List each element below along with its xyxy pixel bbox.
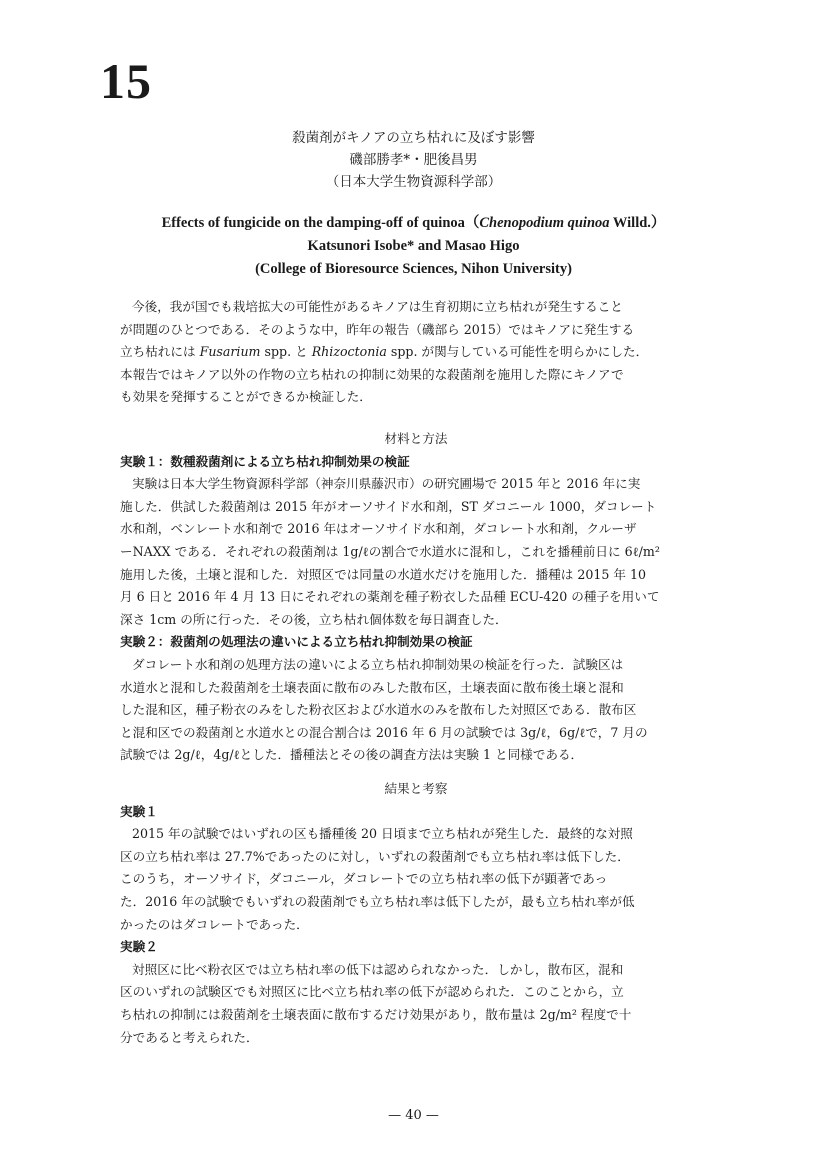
exp1-line: 施した．供試した殺菌剤は 2015 年がオーソサイド水和剤，ST ダコニール 1000，ダコレート [120, 498, 657, 514]
res1-line: このうち，オーソサイド，ダコニール，ダコレートでの立ち枯れ率の低下が顕著であっ [120, 871, 608, 887]
exp1-heading: 実験１：数種殺菌剤による立ち枯れ抑制効果の検証 [120, 453, 410, 469]
title-en: Effects of fungicide on the damping-off of quinoa（Chenopodium quinoa Willd.） [161, 215, 666, 231]
page-label: 15 [100, 53, 152, 109]
methods-title: 材料と方法 [384, 431, 448, 446]
authors-en: Katsunori Isobe* and Masao Higo [307, 238, 520, 254]
affiliation-en: (College of Bioresource Sciences, Nihon University) [255, 261, 572, 277]
intro-line: が問題のひとつである．そのような中，昨年の報告（磯部ら 2015）ではキノアに発生する [120, 321, 635, 337]
res2-line: 対照区に比べ粉衣区では立ち枯れ率の低下は認められなかった．しかし，散布区，混和 [132, 961, 624, 977]
footer-page-number: — 40 — [388, 1108, 439, 1123]
exp1-line: 深さ 1cm の所に行った．その後，立ち枯れ個体数を毎日調査した． [120, 611, 508, 627]
results-title: 結果と考察 [384, 781, 448, 796]
res1-line: 2015 年の試験ではいずれの区も播種後 20 日頃まで立ち枯れが発生した．最終的な対照 [132, 826, 633, 842]
res2-line: ち枯れの抑制には殺菌剤を土壌表面に散布するだけ効果があり，散布量は 2g/m² 程度で十 [120, 1006, 632, 1022]
intro-line: 本報告ではキノア以外の作物の立ち枯れの抑制に効果的な殺菌剤を施用した際にキノアで [120, 366, 624, 382]
exp2-line: と混和区での殺菌剤と水道水との混合割合は 2016 年 6 月の試験では 3g/ℓ，6g/ℓで，7 月の [120, 724, 648, 740]
exp1-line: 施用した後，土壌と混和した．対照区では同量の水道水だけを施用した．播種は 2015 年 10 [120, 566, 647, 582]
res1-heading: 実験１ [120, 803, 158, 819]
exp2-line: 水道水と混和した殺菌剤を土壌表面に散布のみした散布区，土壌表面に散布後土壌と混和 [120, 679, 624, 695]
exp1-line: 水和剤，ベンレート水和剤で 2016 年はオーソサイド水和剤，ダコレート水和剤，クルーザ [120, 521, 637, 537]
exp2-line: した混和区，種子粉衣のみをした粉衣区および水道水のみを散布した対照区である．散布区 [120, 702, 637, 718]
res1-line: 区の立ち枯れ率は 27.7%であったのに対し，いずれの殺菌剤でも立ち枯れ率は低下した． [120, 848, 630, 864]
exp1-line: 月 6 日と 2016 年 4 月 13 日にそれぞれの薬剤を種子粉衣した品種 ECU-420 の種子を用いて [120, 589, 660, 605]
intro-section [120, 296, 712, 409]
exp2-line: ダコレート水和剤の処理方法の違いによる立ち枯れ抑制効果の検証を行った．試験区は [132, 656, 624, 672]
exp2-line: 試験では 2g/ℓ，4g/ℓとした．播種法とその後の調査方法は実験 1 と同様である． [120, 747, 584, 763]
res1-line: た．2016 年の試験でもいずれの殺菌剤でも立ち枯れ率は低下したが，最も立ち枯れ率が低 [120, 893, 635, 909]
intro-line: 今後，我が国でも栽培拡大の可能性があるキノアは生育初期に立ち枯れが発生すること [132, 299, 623, 314]
res2-heading: 実験２ [120, 939, 158, 955]
english-header [0, 212, 827, 281]
intro-line: も効果を発揮することができるか検証した． [120, 389, 372, 405]
res2-line: 区のいずれの試験区でも対照区に比べ立ち枯れ率の低下が認められた．このことから，立 [120, 984, 624, 1000]
res2-line: 分であると考えられた． [120, 1029, 259, 1045]
results-section [120, 778, 712, 1049]
affiliation-jp: （日本大学生物資源科学部） [325, 174, 502, 190]
intro-line: 立ち枯れには Fusarium spp. と Rhizoctonia spp. が関与している可能性を明らかにした． [120, 344, 649, 360]
exp2-heading: 実験２：殺菌剤の処理法の違いによる立ち枯れ抑制効果の検証 [120, 634, 473, 650]
exp1-line: ーNAXX である．それぞれの殺菌剤は 1g/ℓの割合で水道水に混和し，これを播種前日に 6ℓ/m² [120, 543, 660, 559]
exp1-line: 実験は日本大学生物資源科学部（神奈川県藤沢市）の研究圃場で 2015 年と 2016 年に実 [132, 476, 641, 492]
japanese-header [0, 127, 827, 193]
res1-line: かったのはダコレートであった． [120, 916, 309, 932]
methods-section [120, 428, 712, 767]
title-jp: 殺菌剤がキノアの立ち枯れに及ぼす影響 [292, 130, 535, 146]
authors-jp: 磯部勝孝*・肥後昌男 [349, 152, 478, 168]
